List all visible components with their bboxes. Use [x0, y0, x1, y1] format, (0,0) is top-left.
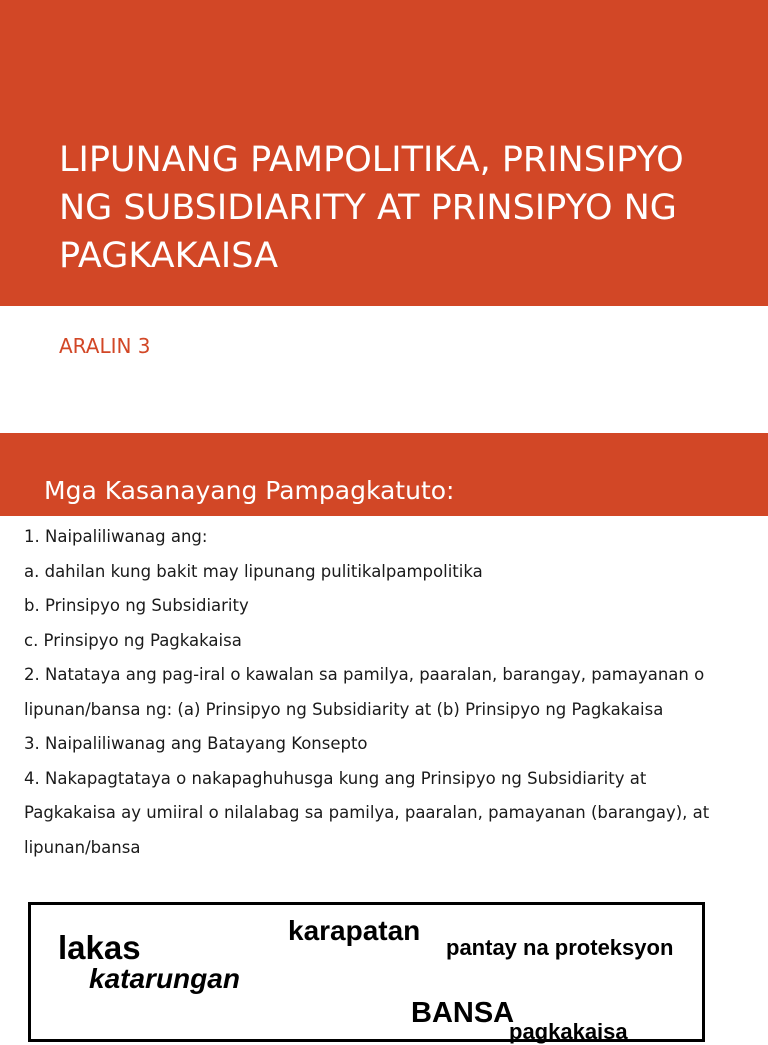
list-item: a. dahilan kung bakit may lipunang pulitikalpampolitika	[24, 561, 483, 581]
word-bansa: BANSA	[411, 997, 515, 1029]
list-item: lipunan/bansa	[24, 837, 141, 857]
list-item: 2. Natataya ang pag-iral o kawalan sa pamilya, paaralan, barangay, pamayanan o	[24, 665, 705, 684]
list-item: 1. Naipaliliwanag ang:	[24, 527, 208, 546]
word-pantay-na-proteksyon: pantay na proteksyon	[446, 935, 674, 960]
slide-title-line: NG SUBSIDIARITY AT PRINSIPYO NG	[59, 188, 677, 228]
word-cloud-image	[28, 902, 705, 1042]
list-item: Pagkakaisa ay umiiral o nilalabag sa pamilya, paaralan, pamayanan (barangay), at	[24, 803, 710, 822]
list-item: c. Prinsipyo ng Pagkakaisa	[24, 630, 242, 650]
list-item: b. Prinsipyo ng Subsidiarity	[24, 596, 249, 615]
word-katarungan: katarungan	[89, 963, 240, 994]
list-item: 4. Nakapagtataya o nakapaghuhusga kung ang Prinsipyo ng Subsidiarity at	[24, 768, 647, 788]
objectives-list	[24, 520, 754, 865]
word-karapatan: karapatan	[288, 915, 421, 946]
list-item: 3. Naipaliliwanag ang Batayang Konsepto	[24, 734, 368, 753]
slide-title	[59, 136, 739, 280]
word-lakas: lakas	[58, 929, 141, 966]
objectives-heading: Mga Kasanayang Pampagkatuto:	[44, 476, 455, 505]
slide-title-line: PAGKAKAISA	[59, 236, 279, 276]
list-item: lipunan/bansa ng: (a) Prinsipyo ng Subsidiarity at (b) Prinsipyo ng Pagkakaisa	[24, 699, 664, 719]
word-partial: pagkakaisa	[509, 1019, 628, 1044]
slide-title-line: LIPUNANG PAMPOLITIKA, PRINSIPYO	[59, 140, 684, 180]
slide-subtitle: ARALIN 3	[59, 334, 151, 358]
